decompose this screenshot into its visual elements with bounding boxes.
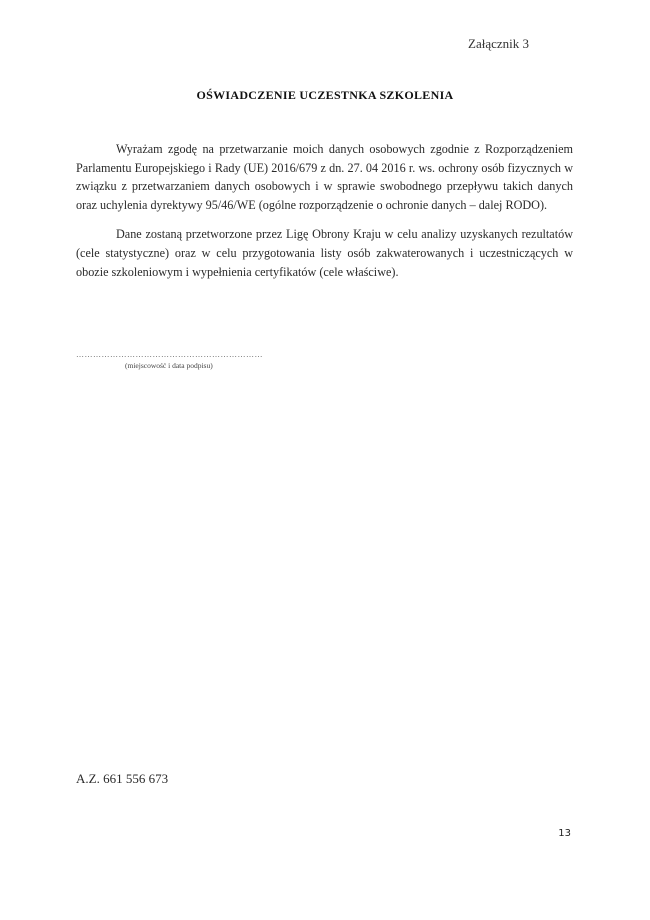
document-body — [76, 140, 573, 292]
signature-block — [76, 350, 288, 370]
page-number: 13 — [558, 828, 571, 839]
attachment-label: Załącznik 3 — [468, 36, 529, 51]
signature-caption: (miejscowość i data podpisu) — [125, 361, 213, 370]
footer-contact: A.Z. 661 556 673 — [76, 771, 169, 786]
signature-line: ………………………………………………………… — [76, 350, 263, 359]
document-title: OŚWIADCZENIE UCZESTNKA SZKOLENIA — [196, 88, 454, 102]
purpose-paragraph: Dane zostaną przetworzone przez Ligę Obrony Kraju w celu analizy uzyskanych rezultatów (cele statystyczne) oraz w celu przygotowania listy osób zakwaterowanych i uczestniczących w obozie szkoleniowym i wypełnienia certyfikatów (cele właściwe). — [76, 227, 573, 279]
consent-paragraph: Wyrażam zgodę na przetwarzanie moich danych osobowych zgodnie z Rozporządzeniem Parlamentu Europejskiego i Rady (UE) 2016/679 z dn. 27. 04 2016 r. ws. ochrony osób fizycznych w związku z przetwarzaniem danych osobowych i w sprawie swobodnego przepływu takich danych oraz uchylenia dyrektywy 95/46/WE (ogólne rozporządzenie o ochronie danych – dalej RODO). — [76, 142, 573, 212]
